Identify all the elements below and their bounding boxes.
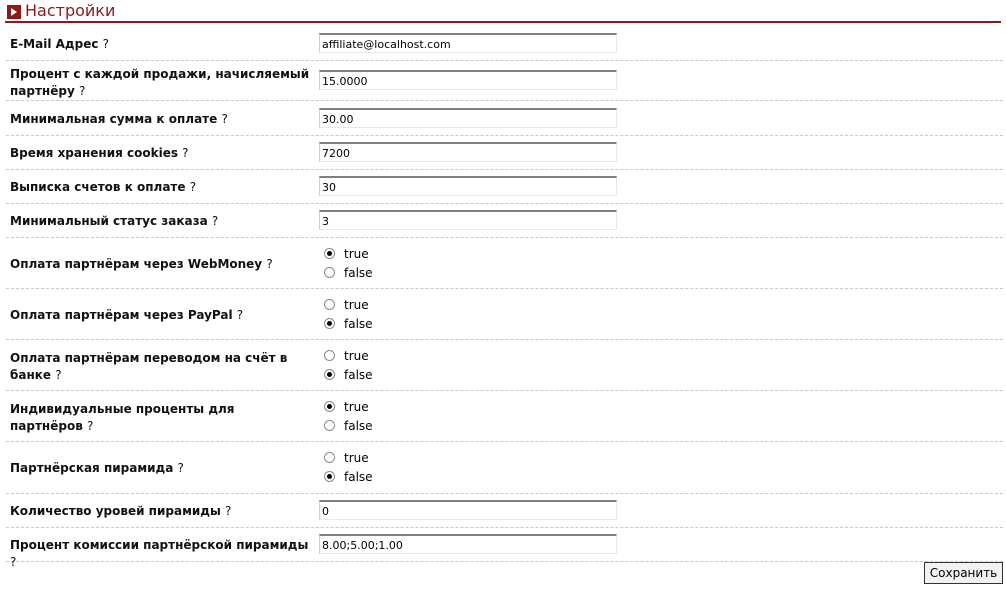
radio-button[interactable]: [324, 471, 335, 482]
page-title: Настройки: [25, 1, 116, 20]
cookie-lifetime-input[interactable]: [319, 142, 617, 162]
help-mark[interactable]: ?: [55, 368, 62, 382]
pyramid-levels-input[interactable]: [319, 500, 617, 520]
help-mark[interactable]: ?: [10, 555, 17, 569]
setting-row-min-order-status: [6, 204, 1003, 238]
setting-label: Индивидуальные проценты для партнёров ?: [10, 402, 235, 433]
section-header: [5, 3, 1001, 23]
setting-row-min-payout: [6, 101, 1003, 136]
setting-row-paypal: Оплата партнёрам через PayPal ? true false: [6, 289, 1003, 340]
help-mark[interactable]: ?: [211, 214, 219, 228]
setting-row-commission-percent: [6, 61, 1003, 101]
help-mark[interactable]: ?: [266, 257, 273, 271]
save-button[interactable]: Сохранить: [924, 562, 1003, 584]
email-input[interactable]: [319, 33, 617, 53]
play-arrow-icon: [7, 5, 21, 19]
setting-row-pyramid-levels: [6, 494, 1003, 528]
help-mark[interactable]: ?: [102, 37, 110, 51]
setting-label: E-Mail Адрес ?: [10, 37, 110, 51]
radio-button[interactable]: [324, 452, 335, 463]
help-mark[interactable]: ?: [78, 84, 86, 98]
setting-label: Оплата партнёрам через WebMoney ?: [10, 257, 273, 271]
help-mark[interactable]: ?: [177, 461, 184, 475]
help-mark[interactable]: ?: [182, 146, 189, 160]
radio-button[interactable]: [324, 299, 335, 310]
setting-label: Минимальный статус заказа ?: [10, 214, 219, 228]
radio-button[interactable]: [324, 420, 335, 431]
setting-row-webmoney: Оплата партнёрам через WebMoney ? true false: [6, 238, 1003, 289]
setting-label: Процент с каждой продажи, начисляемый партнёру ?: [10, 67, 310, 98]
help-mark[interactable]: ?: [236, 308, 244, 322]
radio-button[interactable]: [324, 248, 335, 259]
setting-label: Выписка счетов к оплате ?: [10, 180, 197, 194]
invoice-input[interactable]: [319, 176, 617, 196]
setting-row-email: [6, 27, 1003, 61]
setting-row-pyramid: Партнёрская пирамида ? true false: [6, 442, 1003, 494]
setting-label: Количество уровей пирамиды ?: [10, 504, 232, 518]
help-mark[interactable]: ?: [86, 419, 94, 433]
setting-row-bank-transfer: Оплата партнёрам переводом на счёт в банке ? true false: [6, 340, 1003, 391]
settings-form: [6, 27, 1003, 569]
radio-button[interactable]: [324, 318, 335, 329]
help-mark[interactable]: ?: [189, 180, 197, 194]
setting-row-invoice: [6, 170, 1003, 204]
setting-label: Время хранения cookies ?: [10, 146, 189, 160]
setting-label: Минимальная сумма к оплате ?: [10, 112, 228, 126]
min-order-status-input[interactable]: [319, 210, 617, 230]
radio-button[interactable]: [324, 369, 335, 380]
radio-button[interactable]: [324, 350, 335, 361]
setting-label: Оплата партнёрам переводом на счёт в банке ?: [10, 351, 288, 382]
setting-row-individual-percents: Индивидуальные проценты для партнёров ? true false: [6, 391, 1003, 442]
setting-row-pyramid-commission: [6, 528, 1003, 569]
setting-label: Партнёрская пирамида ?: [10, 461, 184, 475]
radio-button[interactable]: [324, 267, 335, 278]
commission-percent-input[interactable]: [319, 70, 617, 90]
help-mark[interactable]: ?: [225, 504, 232, 518]
pyramid-commission-input[interactable]: [319, 534, 617, 554]
setting-row-cookie-lifetime: [6, 136, 1003, 170]
min-payout-input[interactable]: [319, 108, 617, 128]
setting-label: Процент комиссии партнёрской пирамиды ?: [10, 538, 309, 569]
setting-label: Оплата партнёрам через PayPal ?: [10, 308, 244, 322]
help-mark[interactable]: ?: [221, 112, 228, 126]
radio-button[interactable]: [324, 401, 335, 412]
